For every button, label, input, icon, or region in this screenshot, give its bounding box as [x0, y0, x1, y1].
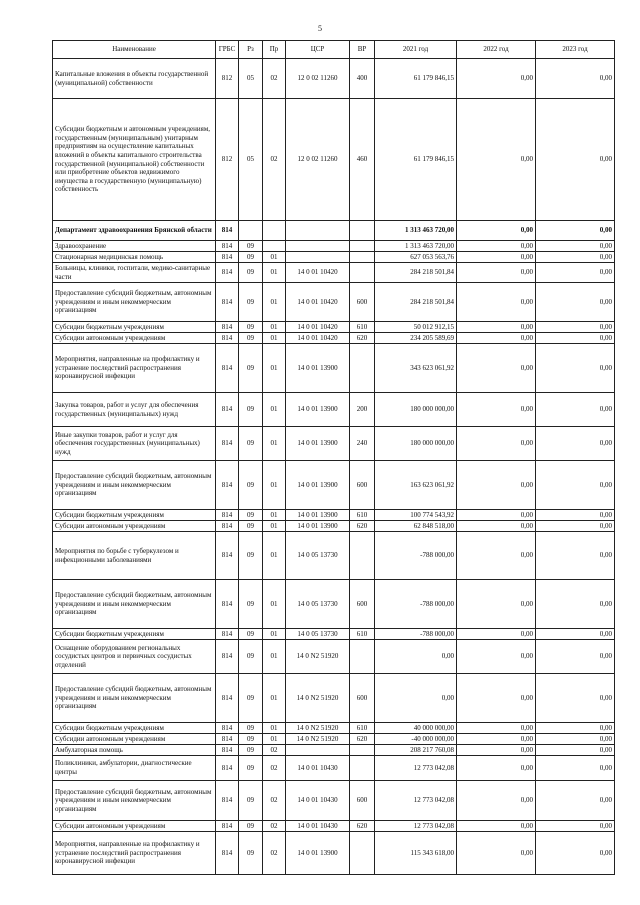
- cell-grbs: 814: [216, 461, 239, 510]
- header-vr: ВР: [350, 41, 375, 59]
- cell-csr: 14 0 01 10420: [286, 283, 350, 322]
- cell-2022: 0,00: [457, 427, 536, 461]
- cell-rz: 09: [239, 745, 263, 756]
- cell-2021: -788 000,00: [375, 580, 457, 629]
- cell-rz: 09: [239, 629, 263, 640]
- cell-2022: 0,00: [457, 734, 536, 745]
- cell-2023: 0,00: [536, 322, 615, 333]
- cell-csr: 14 0 01 13900: [286, 393, 350, 427]
- cell-2021: 12 773 042,08: [375, 821, 457, 832]
- cell-grbs: 814: [216, 756, 239, 781]
- cell-grbs: 814: [216, 252, 239, 263]
- cell-2022: 0,00: [457, 59, 536, 99]
- table-row: [53, 344, 615, 393]
- cell-2022: 0,00: [457, 640, 536, 674]
- cell-name: Больницы, клиники, госпитали, медико-санитарные части: [53, 263, 216, 283]
- cell-grbs: 814: [216, 580, 239, 629]
- cell-2023: 0,00: [536, 756, 615, 781]
- cell-rz: 09: [239, 283, 263, 322]
- cell-csr: 12 0 02 11260: [286, 99, 350, 221]
- cell-rz: 09: [239, 344, 263, 393]
- cell-pr: 01: [263, 510, 286, 521]
- table-row: [53, 221, 615, 241]
- cell-vr: [350, 640, 375, 674]
- cell-name: Закупка товаров, работ и услуг для обеспечения государственных (муниципальных) нужд: [53, 393, 216, 427]
- table-row: [53, 832, 615, 875]
- cell-rz: 09: [239, 241, 263, 252]
- cell-2023: 0,00: [536, 393, 615, 427]
- table-row: [53, 252, 615, 263]
- cell-2023: 0,00: [536, 283, 615, 322]
- header-grbs: ГРБС: [216, 41, 239, 59]
- cell-2023: 0,00: [536, 252, 615, 263]
- cell-name: Мероприятия, направленные на профилактику и устранение последствий распространения коронавирусной инфекции: [53, 344, 216, 393]
- cell-rz: 09: [239, 832, 263, 875]
- cell-vr: [350, 241, 375, 252]
- cell-grbs: 814: [216, 674, 239, 723]
- table-row: [53, 461, 615, 510]
- cell-name: Субсидии автономным учреждениям: [53, 333, 216, 344]
- cell-name: Стационарная медицинская помощь: [53, 252, 216, 263]
- cell-pr: 01: [263, 629, 286, 640]
- cell-vr: [350, 221, 375, 241]
- cell-grbs: 814: [216, 532, 239, 580]
- cell-csr: 14 0 01 10420: [286, 322, 350, 333]
- table-row: [53, 521, 615, 532]
- cell-2022: 0,00: [457, 674, 536, 723]
- cell-rz: 09: [239, 521, 263, 532]
- cell-rz: 09: [239, 821, 263, 832]
- cell-pr: 02: [263, 99, 286, 221]
- cell-csr: 14 0 N2 51920: [286, 734, 350, 745]
- cell-name: Субсидии автономным учреждениям: [53, 734, 216, 745]
- cell-2023: 0,00: [536, 745, 615, 756]
- cell-2021: 12 773 042,08: [375, 756, 457, 781]
- header-name: Наименование: [53, 41, 216, 59]
- cell-2021: 62 848 518,00: [375, 521, 457, 532]
- cell-vr: [350, 832, 375, 875]
- cell-2023: 0,00: [536, 427, 615, 461]
- header-2021: 2021 год: [375, 41, 457, 59]
- cell-csr: 14 0 N2 51920: [286, 723, 350, 734]
- cell-2021: 1 313 463 720,00: [375, 221, 457, 241]
- cell-csr: [286, 221, 350, 241]
- cell-name: Амбулаторная помощь: [53, 745, 216, 756]
- cell-vr: 620: [350, 734, 375, 745]
- cell-2022: 0,00: [457, 745, 536, 756]
- cell-rz: 09: [239, 322, 263, 333]
- cell-2022: 0,00: [457, 99, 536, 221]
- cell-2023: 0,00: [536, 344, 615, 393]
- cell-grbs: 812: [216, 59, 239, 99]
- cell-2022: 0,00: [457, 781, 536, 821]
- cell-2022: 0,00: [457, 344, 536, 393]
- header-rz: Рз: [239, 41, 263, 59]
- table-row: [53, 427, 615, 461]
- cell-pr: 01: [263, 333, 286, 344]
- cell-grbs: 814: [216, 510, 239, 521]
- cell-grbs: 814: [216, 241, 239, 252]
- cell-pr: 01: [263, 322, 286, 333]
- cell-2023: 0,00: [536, 99, 615, 221]
- cell-grbs: 814: [216, 723, 239, 734]
- cell-csr: 14 0 01 13900: [286, 832, 350, 875]
- cell-csr: 14 0 05 13730: [286, 580, 350, 629]
- cell-2021: 1 313 463 720,00: [375, 241, 457, 252]
- cell-csr: 14 0 01 10430: [286, 756, 350, 781]
- cell-pr: 02: [263, 745, 286, 756]
- cell-rz: 09: [239, 510, 263, 521]
- cell-2022: 0,00: [457, 241, 536, 252]
- cell-rz: 09: [239, 756, 263, 781]
- cell-2021: 180 000 000,00: [375, 427, 457, 461]
- cell-name: Иные закупки товаров, работ и услуг для обеспечения государственных (муниципальных) нужд: [53, 427, 216, 461]
- table-row: [53, 756, 615, 781]
- table-row: [53, 241, 615, 252]
- cell-vr: 610: [350, 510, 375, 521]
- cell-2022: 0,00: [457, 461, 536, 510]
- cell-pr: 01: [263, 580, 286, 629]
- cell-rz: 09: [239, 263, 263, 283]
- cell-name: Департамент здравоохранения Брянской области: [53, 221, 216, 241]
- cell-pr: 01: [263, 723, 286, 734]
- cell-csr: 14 0 N2 51920: [286, 640, 350, 674]
- cell-rz: 09: [239, 461, 263, 510]
- cell-grbs: 814: [216, 832, 239, 875]
- cell-csr: 14 0 01 13900: [286, 427, 350, 461]
- cell-vr: [350, 344, 375, 393]
- cell-rz: 09: [239, 723, 263, 734]
- cell-2023: 0,00: [536, 521, 615, 532]
- cell-2021: 40 000 000,00: [375, 723, 457, 734]
- cell-name: Предоставление субсидий бюджетным, автономным учреждениям и иным некоммерческим организациям: [53, 674, 216, 723]
- table-header-row: [53, 41, 615, 59]
- cell-name: Субсидии бюджетным и автономным учреждениям, государственным (муниципальным) унитарным предприятиям на осуществление капитальных вложений в объекты капитального строительства государственной (муниципальной) собственности или приобретение объектов недвижимого имущества в государственную (муниципальную) собственность: [53, 99, 216, 221]
- table-row: [53, 734, 615, 745]
- cell-2022: 0,00: [457, 629, 536, 640]
- cell-2023: 0,00: [536, 241, 615, 252]
- cell-2022: 0,00: [457, 756, 536, 781]
- budget-table: [52, 40, 615, 875]
- cell-name: Субсидии бюджетным учреждениям: [53, 629, 216, 640]
- cell-grbs: 814: [216, 640, 239, 674]
- cell-2021: -788 000,00: [375, 532, 457, 580]
- cell-2021: 284 218 501,84: [375, 283, 457, 322]
- cell-pr: 01: [263, 393, 286, 427]
- cell-2021: 61 179 846,15: [375, 99, 457, 221]
- cell-2021: 0,00: [375, 640, 457, 674]
- cell-vr: 600: [350, 580, 375, 629]
- cell-pr: [263, 221, 286, 241]
- cell-pr: 01: [263, 263, 286, 283]
- cell-2021: 343 623 061,92: [375, 344, 457, 393]
- cell-2023: 0,00: [536, 333, 615, 344]
- cell-pr: 01: [263, 674, 286, 723]
- table-row: [53, 510, 615, 521]
- cell-2021: 163 623 061,92: [375, 461, 457, 510]
- cell-csr: [286, 241, 350, 252]
- cell-name: Мероприятия, направленные на профилактику и устранение последствий распространения коронавирусной инфекции: [53, 832, 216, 875]
- cell-2022: 0,00: [457, 322, 536, 333]
- cell-pr: 01: [263, 521, 286, 532]
- table-body: [53, 59, 615, 875]
- cell-name: Капитальные вложения в объекты государственной (муниципальной) собственности: [53, 59, 216, 99]
- cell-name: Субсидии бюджетным учреждениям: [53, 723, 216, 734]
- cell-vr: 200: [350, 393, 375, 427]
- cell-grbs: 814: [216, 263, 239, 283]
- cell-vr: 610: [350, 322, 375, 333]
- cell-vr: 400: [350, 59, 375, 99]
- cell-vr: 620: [350, 333, 375, 344]
- cell-csr: [286, 745, 350, 756]
- cell-2021: 180 000 000,00: [375, 393, 457, 427]
- cell-vr: [350, 532, 375, 580]
- cell-name: Предоставление субсидий бюджетным, автономным учреждениям и иным некоммерческим организациям: [53, 283, 216, 322]
- cell-pr: 02: [263, 832, 286, 875]
- cell-grbs: 814: [216, 393, 239, 427]
- cell-name: Субсидии автономным учреждениям: [53, 521, 216, 532]
- table-row: [53, 821, 615, 832]
- cell-vr: [350, 252, 375, 263]
- cell-pr: 02: [263, 821, 286, 832]
- table-row: [53, 59, 615, 99]
- cell-csr: 14 0 01 13900: [286, 510, 350, 521]
- cell-rz: 09: [239, 427, 263, 461]
- table-row: [53, 745, 615, 756]
- cell-rz: 09: [239, 393, 263, 427]
- cell-name: Предоставление субсидий бюджетным, автономным учреждениям и иным некоммерческим организациям: [53, 461, 216, 510]
- header-pr: Пр: [263, 41, 286, 59]
- cell-2023: 0,00: [536, 510, 615, 521]
- cell-2023: 0,00: [536, 221, 615, 241]
- table-row: [53, 99, 615, 221]
- cell-2023: 0,00: [536, 629, 615, 640]
- cell-2022: 0,00: [457, 263, 536, 283]
- cell-rz: 09: [239, 532, 263, 580]
- cell-vr: 620: [350, 821, 375, 832]
- cell-name: Предоставление субсидий бюджетным, автономным учреждениям и иным некоммерческим организациям: [53, 781, 216, 821]
- cell-vr: 610: [350, 629, 375, 640]
- cell-name: Субсидии бюджетным учреждениям: [53, 510, 216, 521]
- cell-rz: 05: [239, 59, 263, 99]
- cell-csr: 14 0 01 10420: [286, 333, 350, 344]
- cell-2023: 0,00: [536, 640, 615, 674]
- table-row: [53, 781, 615, 821]
- header-2023: 2023 год: [536, 41, 615, 59]
- cell-2022: 0,00: [457, 333, 536, 344]
- cell-grbs: 814: [216, 521, 239, 532]
- cell-pr: 01: [263, 734, 286, 745]
- cell-pr: 01: [263, 283, 286, 322]
- table-row: [53, 674, 615, 723]
- table-row: [53, 723, 615, 734]
- cell-name: Мероприятия по борьбе с туберкулезом и инфекционными заболеваниями: [53, 532, 216, 580]
- cell-pr: 02: [263, 781, 286, 821]
- cell-2022: 0,00: [457, 580, 536, 629]
- header-2022: 2022 год: [457, 41, 536, 59]
- table-row: [53, 629, 615, 640]
- table-row: [53, 322, 615, 333]
- cell-2021: 61 179 846,15: [375, 59, 457, 99]
- cell-rz: 09: [239, 580, 263, 629]
- cell-2022: 0,00: [457, 283, 536, 322]
- page-number: 5: [318, 24, 322, 33]
- cell-vr: [350, 263, 375, 283]
- table-row: [53, 283, 615, 322]
- cell-rz: 09: [239, 252, 263, 263]
- cell-name: Предоставление субсидий бюджетным, автономным учреждениям и иным некоммерческим организациям: [53, 580, 216, 629]
- cell-2023: 0,00: [536, 832, 615, 875]
- cell-2023: 0,00: [536, 821, 615, 832]
- cell-grbs: 814: [216, 629, 239, 640]
- cell-vr: 600: [350, 461, 375, 510]
- cell-vr: [350, 756, 375, 781]
- cell-csr: 14 0 05 13730: [286, 629, 350, 640]
- table-row: [53, 393, 615, 427]
- cell-2022: 0,00: [457, 393, 536, 427]
- cell-rz: 09: [239, 333, 263, 344]
- table-row: [53, 263, 615, 283]
- cell-2021: 208 217 760,08: [375, 745, 457, 756]
- cell-pr: 01: [263, 640, 286, 674]
- cell-pr: 02: [263, 59, 286, 99]
- cell-vr: 600: [350, 781, 375, 821]
- cell-grbs: 814: [216, 427, 239, 461]
- table-row: [53, 532, 615, 580]
- cell-2021: 0,00: [375, 674, 457, 723]
- cell-2022: 0,00: [457, 821, 536, 832]
- cell-2023: 0,00: [536, 59, 615, 99]
- cell-name: Оснащение оборудованием региональных сосудистых центров и первичных сосудистых отделений: [53, 640, 216, 674]
- table-row: [53, 640, 615, 674]
- cell-2021: -788 000,00: [375, 629, 457, 640]
- cell-name: Поликлиники, амбулатории, диагностические центры: [53, 756, 216, 781]
- cell-2022: 0,00: [457, 832, 536, 875]
- cell-csr: 12 0 02 11260: [286, 59, 350, 99]
- cell-rz: 09: [239, 674, 263, 723]
- cell-2022: 0,00: [457, 521, 536, 532]
- cell-pr: 01: [263, 427, 286, 461]
- cell-rz: 09: [239, 781, 263, 821]
- cell-csr: [286, 252, 350, 263]
- cell-2022: 0,00: [457, 252, 536, 263]
- cell-csr: 14 0 01 10420: [286, 263, 350, 283]
- cell-vr: 620: [350, 521, 375, 532]
- cell-2023: 0,00: [536, 532, 615, 580]
- table-row: [53, 333, 615, 344]
- cell-2023: 0,00: [536, 781, 615, 821]
- cell-grbs: 814: [216, 283, 239, 322]
- cell-2022: 0,00: [457, 510, 536, 521]
- cell-csr: 14 0 01 13900: [286, 344, 350, 393]
- cell-2023: 0,00: [536, 461, 615, 510]
- cell-pr: 01: [263, 461, 286, 510]
- cell-pr: [263, 241, 286, 252]
- cell-grbs: 814: [216, 745, 239, 756]
- cell-csr: 14 0 01 13900: [286, 521, 350, 532]
- cell-grbs: 814: [216, 781, 239, 821]
- cell-2021: 100 774 543,92: [375, 510, 457, 521]
- cell-rz: 09: [239, 640, 263, 674]
- header-csr: ЦСР: [286, 41, 350, 59]
- cell-name: Субсидии бюджетным учреждениям: [53, 322, 216, 333]
- cell-grbs: 812: [216, 99, 239, 221]
- cell-pr: 01: [263, 252, 286, 263]
- cell-csr: 14 0 01 10430: [286, 781, 350, 821]
- table-row: [53, 580, 615, 629]
- cell-vr: 600: [350, 674, 375, 723]
- cell-2021: 627 053 563,76: [375, 252, 457, 263]
- cell-vr: 610: [350, 723, 375, 734]
- cell-2023: 0,00: [536, 734, 615, 745]
- cell-name: Субсидии автономным учреждениям: [53, 821, 216, 832]
- cell-csr: 14 0 N2 51920: [286, 674, 350, 723]
- cell-2022: 0,00: [457, 532, 536, 580]
- cell-pr: 02: [263, 756, 286, 781]
- cell-grbs: 814: [216, 821, 239, 832]
- cell-2023: 0,00: [536, 674, 615, 723]
- cell-vr: 240: [350, 427, 375, 461]
- cell-2023: 0,00: [536, 263, 615, 283]
- cell-grbs: 814: [216, 734, 239, 745]
- cell-grbs: 814: [216, 333, 239, 344]
- cell-grbs: 814: [216, 344, 239, 393]
- cell-2021: 115 343 618,00: [375, 832, 457, 875]
- cell-grbs: 814: [216, 322, 239, 333]
- cell-vr: 460: [350, 99, 375, 221]
- cell-2021: 50 012 912,15: [375, 322, 457, 333]
- cell-2021: 12 773 042,08: [375, 781, 457, 821]
- cell-rz: 05: [239, 99, 263, 221]
- cell-csr: 14 0 05 13730: [286, 532, 350, 580]
- cell-pr: 01: [263, 344, 286, 393]
- cell-2023: 0,00: [536, 723, 615, 734]
- cell-grbs: 814: [216, 221, 239, 241]
- cell-2022: 0,00: [457, 723, 536, 734]
- cell-rz: 09: [239, 734, 263, 745]
- cell-2021: 284 218 501,84: [375, 263, 457, 283]
- cell-pr: 01: [263, 532, 286, 580]
- cell-name: Здравоохранение: [53, 241, 216, 252]
- cell-vr: 600: [350, 283, 375, 322]
- cell-csr: 14 0 01 13900: [286, 461, 350, 510]
- cell-rz: [239, 221, 263, 241]
- cell-csr: 14 0 01 10430: [286, 821, 350, 832]
- cell-2023: 0,00: [536, 580, 615, 629]
- cell-2022: 0,00: [457, 221, 536, 241]
- cell-2021: 234 205 589,69: [375, 333, 457, 344]
- cell-vr: [350, 745, 375, 756]
- cell-2021: -40 000 000,00: [375, 734, 457, 745]
